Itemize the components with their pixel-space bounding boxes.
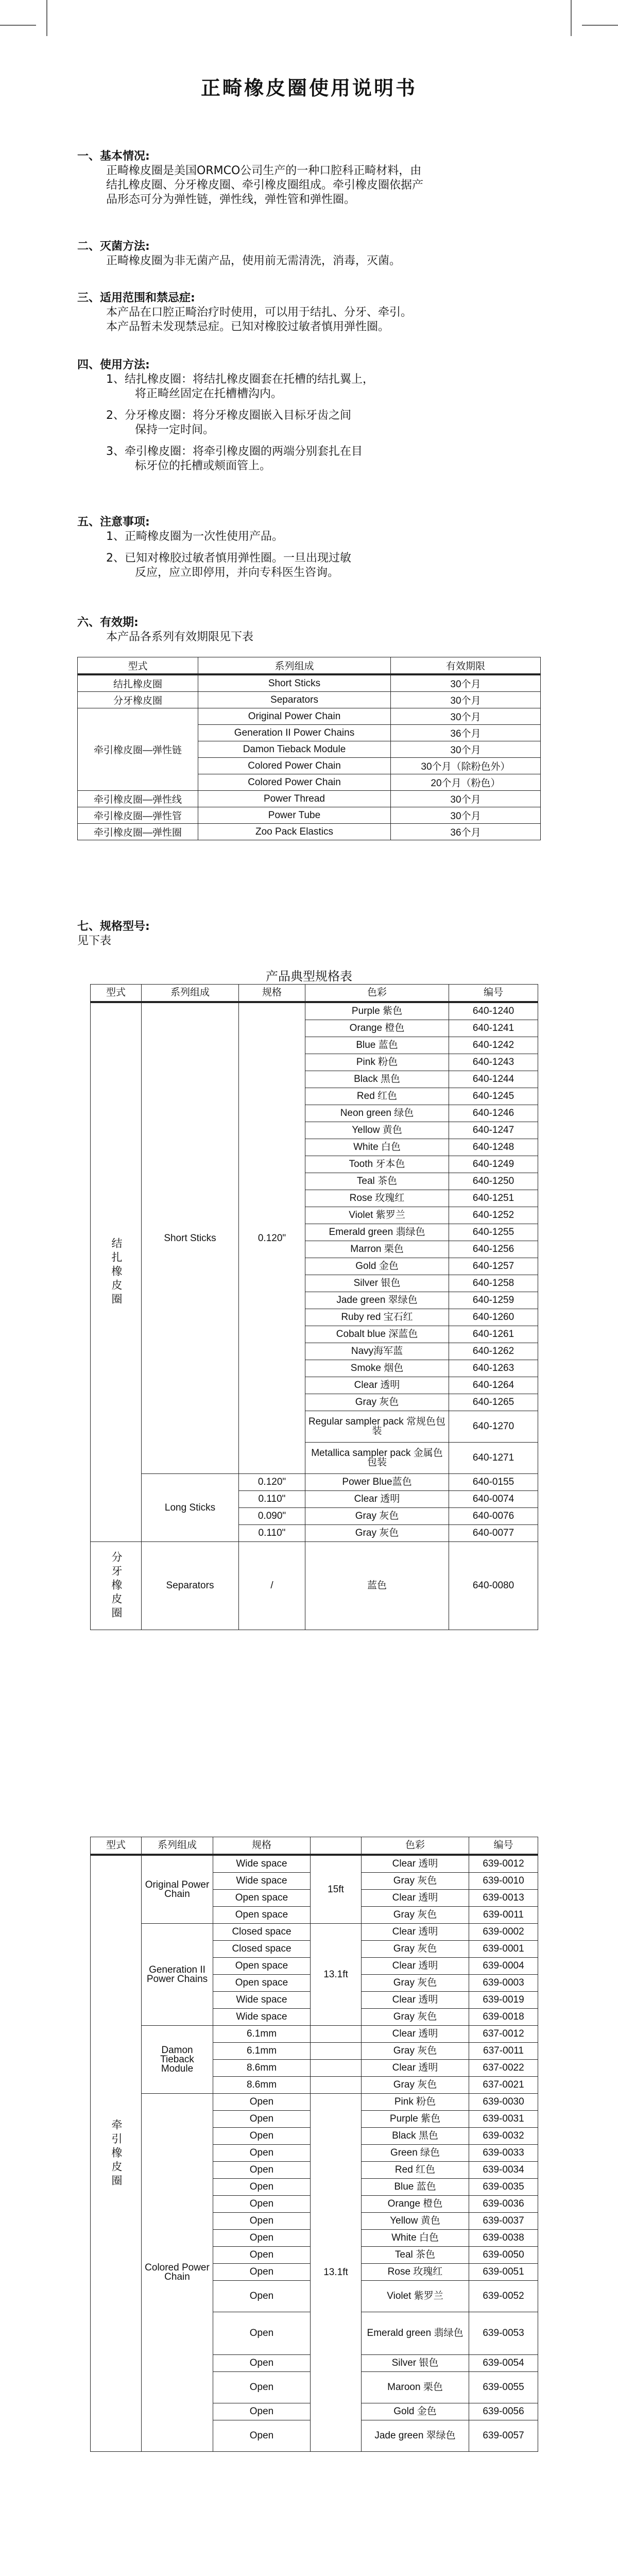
table-header-row bbox=[91, 985, 538, 1003]
color-cell: Metallica sampler pack 金属色包装 bbox=[305, 1443, 449, 1474]
table-row bbox=[78, 824, 541, 840]
color-cell: White 白色 bbox=[305, 1139, 449, 1156]
spec-cell: Open bbox=[213, 2128, 311, 2145]
spec-cell: 6.1mm bbox=[213, 2026, 311, 2043]
color-cell: Clear 透明 bbox=[362, 1958, 469, 1975]
color-cell: Rose 玫瑰红 bbox=[305, 1190, 449, 1207]
table-cell: Zoo Pack Elastics bbox=[198, 824, 391, 840]
color-cell: Red 红色 bbox=[362, 2162, 469, 2179]
color-cell: Purple 紫色 bbox=[362, 2111, 469, 2128]
table-cell bbox=[91, 1002, 142, 1542]
color-cell: Gold 金色 bbox=[305, 1258, 449, 1275]
table-cell: Short Sticks bbox=[142, 1002, 239, 1474]
document-title: 正畸橡皮圈使用说明书 bbox=[200, 77, 417, 99]
table-cell: 牵引橡皮圈—弹性链 bbox=[78, 708, 198, 791]
column-header: 型式 bbox=[78, 657, 198, 675]
spec-table-ligature bbox=[90, 984, 538, 1630]
code-cell: 640-1256 bbox=[449, 1241, 538, 1258]
code-cell: 639-0010 bbox=[469, 1873, 538, 1890]
table-cell: Long Sticks bbox=[142, 1474, 239, 1542]
code-cell: 640-1258 bbox=[449, 1275, 538, 1292]
spec-cell: 8.6mm bbox=[213, 2077, 311, 2094]
code-cell: 637-0022 bbox=[469, 2060, 538, 2077]
section-heading: 七、规格型号: bbox=[77, 920, 150, 933]
color-cell: Gray 灰色 bbox=[362, 2009, 469, 2026]
table-row bbox=[91, 1855, 538, 1873]
table-cell: Separators bbox=[198, 692, 391, 708]
spec-cell: Open bbox=[213, 2213, 311, 2230]
section-validity bbox=[77, 616, 561, 645]
color-cell: Gray 灰色 bbox=[362, 1975, 469, 1992]
vertical-label: 牵引橡皮圈 bbox=[110, 2119, 122, 2189]
code-cell: 640-1255 bbox=[449, 1224, 538, 1241]
color-cell: Smoke 烟色 bbox=[305, 1360, 449, 1377]
spec-cell: Open bbox=[213, 2355, 311, 2372]
color-cell: Clear 透明 bbox=[362, 1890, 469, 1907]
validity-table bbox=[77, 657, 541, 840]
code-cell: 639-0053 bbox=[469, 2312, 538, 2355]
table-row bbox=[91, 2026, 538, 2043]
list-item: 3、牵引橡皮圈：将牵引橡皮圈的两端分别套扎在目 bbox=[106, 445, 363, 458]
crop-mark bbox=[0, 25, 36, 26]
code-cell: 637-0012 bbox=[469, 2026, 538, 2043]
color-cell: Black 黑色 bbox=[305, 1071, 449, 1088]
color-cell: Gray 灰色 bbox=[362, 2077, 469, 2094]
code-cell: 640-1245 bbox=[449, 1088, 538, 1105]
table-cell: 30个月 bbox=[391, 741, 541, 758]
code-cell: 639-0052 bbox=[469, 2281, 538, 2312]
section-heading: 一、基本情况: bbox=[77, 150, 150, 163]
text-line: 正畸橡皮圈是美国ORMCO公司生产的一种口腔科正畸材料，由 bbox=[106, 164, 422, 177]
table-cell: 30个月 bbox=[391, 708, 541, 725]
table-row bbox=[78, 708, 541, 725]
list-item: 2、分牙橡皮圈：将分牙橡皮圈嵌入目标牙齿之间 bbox=[106, 409, 351, 422]
section-heading: 三、适用范围和禁忌症: bbox=[77, 292, 195, 304]
table-cell: Generation II Power Chains bbox=[198, 725, 391, 741]
spec-cell: Open space bbox=[213, 1975, 311, 1992]
color-cell: Rose 玫瑰红 bbox=[362, 2264, 469, 2281]
code-cell: 639-0036 bbox=[469, 2196, 538, 2213]
list-item: 1、结扎橡皮圈：将结扎橡皮圈套在托槽的结扎翼上， bbox=[106, 373, 374, 386]
code-cell: 639-0033 bbox=[469, 2145, 538, 2162]
code-cell: 637-0011 bbox=[469, 2043, 538, 2060]
spec-cell: Open space bbox=[213, 1907, 311, 1924]
code-cell: 639-0013 bbox=[469, 1890, 538, 1907]
column-header: 编号 bbox=[469, 1837, 538, 1855]
color-cell: Navy海军蓝 bbox=[305, 1343, 449, 1360]
spec-cell: Open space bbox=[213, 1958, 311, 1975]
column-header: 型式 bbox=[91, 985, 142, 1003]
color-cell: Cobalt blue 深蓝色 bbox=[305, 1326, 449, 1343]
table-cell bbox=[91, 1855, 142, 2452]
color-cell: Gray 灰色 bbox=[362, 1941, 469, 1958]
section-spec bbox=[77, 920, 561, 948]
code-cell: 640-1241 bbox=[449, 1020, 538, 1037]
spec-cell: Open bbox=[213, 2281, 311, 2312]
color-cell: Teal 茶色 bbox=[362, 2247, 469, 2264]
color-cell: Jade green 翠绿色 bbox=[362, 2420, 469, 2452]
table-cell: 20个月（粉色） bbox=[391, 774, 541, 791]
color-cell: Orange 橙色 bbox=[305, 1020, 449, 1037]
table-cell: 结扎橡皮圈 bbox=[78, 674, 198, 692]
table-cell: 30个月 bbox=[391, 692, 541, 708]
section-heading: 五、注意事项: bbox=[77, 516, 150, 529]
table-row bbox=[78, 807, 541, 824]
color-cell: Gray 灰色 bbox=[305, 1525, 449, 1542]
spec-cell: Open bbox=[213, 2403, 311, 2420]
code-cell: 640-0076 bbox=[449, 1508, 538, 1525]
color-cell: Yellow 黄色 bbox=[362, 2213, 469, 2230]
size-cell: 0.090" bbox=[239, 1508, 305, 1525]
spec-cell: Wide space bbox=[213, 1855, 311, 1873]
color-cell: Clear 透明 bbox=[362, 1924, 469, 1941]
color-cell: Violet 紫罗兰 bbox=[305, 1207, 449, 1224]
spec-cell: Wide space bbox=[213, 2009, 311, 2026]
color-cell: Gold 金色 bbox=[362, 2403, 469, 2420]
code-cell: 640-1264 bbox=[449, 1377, 538, 1394]
table-cell: Power Tube bbox=[198, 807, 391, 824]
spec-table-caption: 产品典型规格表 bbox=[266, 969, 352, 984]
table-cell: Separators bbox=[142, 1542, 239, 1630]
code-cell: 639-0055 bbox=[469, 2372, 538, 2403]
code-cell: 640-1240 bbox=[449, 1002, 538, 1020]
section-usage bbox=[77, 358, 561, 473]
color-cell: Gray 灰色 bbox=[362, 1873, 469, 1890]
spec-cell: Wide space bbox=[213, 1873, 311, 1890]
text-line: 结扎橡皮圈、分牙橡皮圈、牵引橡皮圈组成。牵引橡皮圈依据产 bbox=[106, 179, 424, 192]
code-cell: 640-1243 bbox=[449, 1054, 538, 1071]
table-cell: Power Thread bbox=[198, 791, 391, 807]
size-cell: 0.110" bbox=[239, 1525, 305, 1542]
code-cell: 640-1242 bbox=[449, 1037, 538, 1054]
text-line: 正畸橡皮圈为非无菌产品，使用前无需清洗，消毒，灭菌。 bbox=[106, 255, 401, 267]
color-cell: White 白色 bbox=[362, 2230, 469, 2247]
table-row bbox=[91, 2094, 538, 2111]
code-cell: 639-0011 bbox=[469, 1907, 538, 1924]
text-line: 本产品各系列有效期限见下表 bbox=[106, 631, 254, 643]
color-cell: Gray 灰色 bbox=[305, 1394, 449, 1411]
length-cell: 13.1ft bbox=[311, 1924, 362, 2026]
table-cell: 30个月（除粉色外） bbox=[391, 758, 541, 774]
column-header: 规格 bbox=[213, 1837, 311, 1855]
spec-cell: Open bbox=[213, 2247, 311, 2264]
code-cell: 640-1251 bbox=[449, 1190, 538, 1207]
code-cell: 640-1271 bbox=[449, 1443, 538, 1474]
table-row bbox=[91, 1542, 538, 1630]
code-cell: 639-0050 bbox=[469, 2247, 538, 2264]
color-cell: Blue 蓝色 bbox=[305, 1037, 449, 1054]
color-cell: 蓝色 bbox=[305, 1542, 449, 1630]
color-cell: Maroon 栗色 bbox=[362, 2372, 469, 2403]
column-header: 系列组成 bbox=[142, 1837, 213, 1855]
color-cell: Clear 透明 bbox=[305, 1491, 449, 1508]
color-cell: Black 黑色 bbox=[362, 2128, 469, 2145]
code-cell: 639-0035 bbox=[469, 2179, 538, 2196]
section-notes bbox=[77, 515, 561, 580]
length-cell bbox=[311, 2077, 362, 2094]
code-cell: 639-0030 bbox=[469, 2094, 538, 2111]
column-header: 型式 bbox=[91, 1837, 142, 1855]
length-cell bbox=[311, 2026, 362, 2043]
spec-cell: 6.1mm bbox=[213, 2043, 311, 2060]
column-header: 色彩 bbox=[362, 1837, 469, 1855]
color-cell: Clear 透明 bbox=[362, 2026, 469, 2043]
table-cell: Colored Power Chain bbox=[198, 774, 391, 791]
spec-cell: Closed space bbox=[213, 1924, 311, 1941]
code-cell: 640-1247 bbox=[449, 1122, 538, 1139]
spec-cell: Open bbox=[213, 2312, 311, 2355]
color-cell: Yellow 黄色 bbox=[305, 1122, 449, 1139]
column-header bbox=[311, 1837, 362, 1855]
spec-cell: Open bbox=[213, 2420, 311, 2452]
spec-cell: Open bbox=[213, 2196, 311, 2213]
list-item: 将正畸丝固定在托槽槽沟内。 bbox=[135, 387, 283, 400]
vertical-label: 分牙橡皮圈 bbox=[110, 1551, 122, 1621]
table-cell: Original Power Chain bbox=[142, 1855, 213, 1924]
table-cell: Original Power Chain bbox=[198, 708, 391, 725]
spec-cell: Open bbox=[213, 2179, 311, 2196]
code-cell: 640-1244 bbox=[449, 1071, 538, 1088]
spec-cell: Open bbox=[213, 2162, 311, 2179]
table-header-row bbox=[91, 1837, 538, 1855]
table-row bbox=[78, 692, 541, 708]
code-cell: 639-0004 bbox=[469, 1958, 538, 1975]
table-cell: Colored Power Chain bbox=[198, 758, 391, 774]
color-cell: Blue 蓝色 bbox=[362, 2179, 469, 2196]
table-header-row bbox=[78, 657, 541, 675]
length-cell bbox=[311, 2043, 362, 2060]
list-item: 标牙位的托槽或颊面管上。 bbox=[135, 460, 271, 472]
color-cell: Pink 粉色 bbox=[305, 1054, 449, 1071]
spec-cell: Open bbox=[213, 2372, 311, 2403]
table-cell: Generation II Power Chains bbox=[142, 1924, 213, 2026]
color-cell: Silver 银色 bbox=[362, 2355, 469, 2372]
column-header: 有效期限 bbox=[391, 657, 541, 675]
column-header: 色彩 bbox=[305, 985, 449, 1003]
color-cell: Tooth 牙本色 bbox=[305, 1156, 449, 1173]
code-cell: 640-1261 bbox=[449, 1326, 538, 1343]
color-cell: Silver 银色 bbox=[305, 1275, 449, 1292]
table-cell: 30个月 bbox=[391, 791, 541, 807]
crop-mark bbox=[571, 0, 572, 36]
color-cell: Gray 灰色 bbox=[362, 2043, 469, 2060]
column-header: 系列组成 bbox=[142, 985, 239, 1003]
text-line: 本产品暂未发现禁忌症。已知对橡胶过敏者慎用弹性圈。 bbox=[106, 320, 390, 333]
code-cell: 640-1248 bbox=[449, 1139, 538, 1156]
code-cell: 639-0002 bbox=[469, 1924, 538, 1941]
table-cell: 分牙橡皮圈 bbox=[78, 692, 198, 708]
color-cell: Green 绿色 bbox=[362, 2145, 469, 2162]
code-cell: 639-0018 bbox=[469, 2009, 538, 2026]
color-cell: Emerald green 翡绿色 bbox=[305, 1224, 449, 1241]
section-sterilization bbox=[77, 240, 561, 268]
color-cell: Ruby red 宝石红 bbox=[305, 1309, 449, 1326]
column-header: 系列组成 bbox=[198, 657, 391, 675]
spec-table-traction bbox=[90, 1837, 538, 2452]
section-heading: 二、灭菌方法: bbox=[77, 240, 150, 253]
section-scope bbox=[77, 291, 561, 334]
table-cell: / bbox=[239, 1542, 305, 1630]
color-cell: Regular sampler pack 常规色包装 bbox=[305, 1411, 449, 1443]
code-cell: 640-1263 bbox=[449, 1360, 538, 1377]
table-row bbox=[91, 1474, 538, 1491]
spec-cell: Open space bbox=[213, 1890, 311, 1907]
table-cell: Short Sticks bbox=[198, 674, 391, 692]
column-header: 编号 bbox=[449, 985, 538, 1003]
table-cell: Damon Tieback Module bbox=[198, 741, 391, 758]
table-cell: 牵引橡皮圈—弹性圈 bbox=[78, 824, 198, 840]
code-cell: 639-0032 bbox=[469, 2128, 538, 2145]
length-cell bbox=[311, 2060, 362, 2077]
spec-cell: Open bbox=[213, 2264, 311, 2281]
color-cell: Gray 灰色 bbox=[305, 1508, 449, 1525]
code-cell: 639-0019 bbox=[469, 1992, 538, 2009]
code-cell: 639-0037 bbox=[469, 2213, 538, 2230]
color-cell: Red 红色 bbox=[305, 1088, 449, 1105]
list-item: 反应，应立即停用，并向专科医生咨询。 bbox=[135, 566, 339, 579]
table-cell: 牵引橡皮圈—弹性管 bbox=[78, 807, 198, 824]
color-cell: Jade green 翠绿色 bbox=[305, 1292, 449, 1309]
length-cell: 15ft bbox=[311, 1855, 362, 1924]
list-item: 2、已知对橡胶过敏者慎用弹性圈。一旦出现过敏 bbox=[106, 552, 351, 565]
color-cell: Pink 粉色 bbox=[362, 2094, 469, 2111]
table-cell: Colored Power Chain bbox=[142, 2094, 213, 2452]
text-line: 品形态可分为弹性链，弹性线，弹性管和弹性圈。 bbox=[106, 193, 356, 206]
spec-cell: Wide space bbox=[213, 1992, 311, 2009]
table-cell: 30个月 bbox=[391, 807, 541, 824]
color-cell: Emerald green 翡绿色 bbox=[362, 2312, 469, 2355]
crop-mark bbox=[46, 0, 47, 36]
section-basic-info bbox=[77, 149, 561, 207]
color-cell: Orange 橙色 bbox=[362, 2196, 469, 2213]
vertical-label: 结扎橡皮圈 bbox=[110, 1238, 122, 1307]
code-cell: 639-0012 bbox=[469, 1855, 538, 1873]
code-cell: 640-1270 bbox=[449, 1411, 538, 1443]
code-cell: 639-0054 bbox=[469, 2355, 538, 2372]
table-cell: 0.120" bbox=[239, 1002, 305, 1474]
code-cell: 639-0003 bbox=[469, 1975, 538, 1992]
color-cell: Violet 紫罗兰 bbox=[362, 2281, 469, 2312]
code-cell: 640-0074 bbox=[449, 1491, 538, 1508]
table-row bbox=[78, 791, 541, 807]
color-cell: Neon green 绿色 bbox=[305, 1105, 449, 1122]
code-cell: 640-1252 bbox=[449, 1207, 538, 1224]
table-row bbox=[91, 1924, 538, 1941]
code-cell: 640-1265 bbox=[449, 1394, 538, 1411]
spec-cell: Open bbox=[213, 2230, 311, 2247]
spec-cell: Closed space bbox=[213, 1941, 311, 1958]
color-cell: Marron 栗色 bbox=[305, 1241, 449, 1258]
text-line: 见下表 bbox=[77, 935, 112, 947]
color-cell: Gray 灰色 bbox=[362, 1907, 469, 1924]
code-cell: 640-0077 bbox=[449, 1525, 538, 1542]
section-heading: 六、有效期: bbox=[77, 616, 139, 629]
code-cell: 639-0056 bbox=[469, 2403, 538, 2420]
section-heading: 四、使用方法: bbox=[77, 359, 150, 371]
color-cell: Clear 透明 bbox=[362, 2060, 469, 2077]
spec-cell: Open bbox=[213, 2094, 311, 2111]
list-item: 1、正畸橡皮圈为一次性使用产品。 bbox=[106, 530, 283, 543]
spec-cell: 8.6mm bbox=[213, 2060, 311, 2077]
table-cell: Damon Tieback Module bbox=[142, 2026, 213, 2094]
code-cell: 640-0155 bbox=[449, 1474, 538, 1491]
color-cell: Clear 透明 bbox=[305, 1377, 449, 1394]
code-cell: 640-1249 bbox=[449, 1156, 538, 1173]
length-cell: 13.1ft bbox=[311, 2094, 362, 2452]
color-cell: Teal 茶色 bbox=[305, 1173, 449, 1190]
color-cell: Clear 透明 bbox=[362, 1992, 469, 2009]
code-cell: 640-1257 bbox=[449, 1258, 538, 1275]
table-cell bbox=[91, 1542, 142, 1630]
code-cell: 639-0038 bbox=[469, 2230, 538, 2247]
code-cell: 639-0051 bbox=[469, 2264, 538, 2281]
code-cell: 640-1250 bbox=[449, 1173, 538, 1190]
table-cell: 36个月 bbox=[391, 725, 541, 741]
color-cell: Purple 紫色 bbox=[305, 1002, 449, 1020]
code-cell: 639-0031 bbox=[469, 2111, 538, 2128]
code-cell: 639-0057 bbox=[469, 2420, 538, 2452]
code-cell: 640-1246 bbox=[449, 1105, 538, 1122]
spec-cell: Open bbox=[213, 2111, 311, 2128]
table-cell: 牵引橡皮圈—弹性线 bbox=[78, 791, 198, 807]
code-cell: 640-1259 bbox=[449, 1292, 538, 1309]
table-row bbox=[91, 1002, 538, 1020]
color-cell: Clear 透明 bbox=[362, 1855, 469, 1873]
spec-cell: Open bbox=[213, 2145, 311, 2162]
size-cell: 0.120" bbox=[239, 1474, 305, 1491]
list-item: 保持一定时间。 bbox=[135, 423, 215, 436]
code-cell: 640-0080 bbox=[449, 1542, 538, 1630]
size-cell: 0.110" bbox=[239, 1491, 305, 1508]
table-row bbox=[78, 674, 541, 692]
code-cell: 640-1260 bbox=[449, 1309, 538, 1326]
code-cell: 637-0021 bbox=[469, 2077, 538, 2094]
column-header: 规格 bbox=[239, 985, 305, 1003]
code-cell: 639-0034 bbox=[469, 2162, 538, 2179]
text-line: 本产品在口腔正畸治疗时使用，可以用于结扎、分牙、牵引。 bbox=[106, 306, 413, 319]
table-cell: 36个月 bbox=[391, 824, 541, 840]
crop-mark bbox=[582, 25, 618, 26]
table-cell: 30个月 bbox=[391, 674, 541, 692]
code-cell: 640-1262 bbox=[449, 1343, 538, 1360]
code-cell: 639-0001 bbox=[469, 1941, 538, 1958]
color-cell: Power Blue蓝色 bbox=[305, 1474, 449, 1491]
